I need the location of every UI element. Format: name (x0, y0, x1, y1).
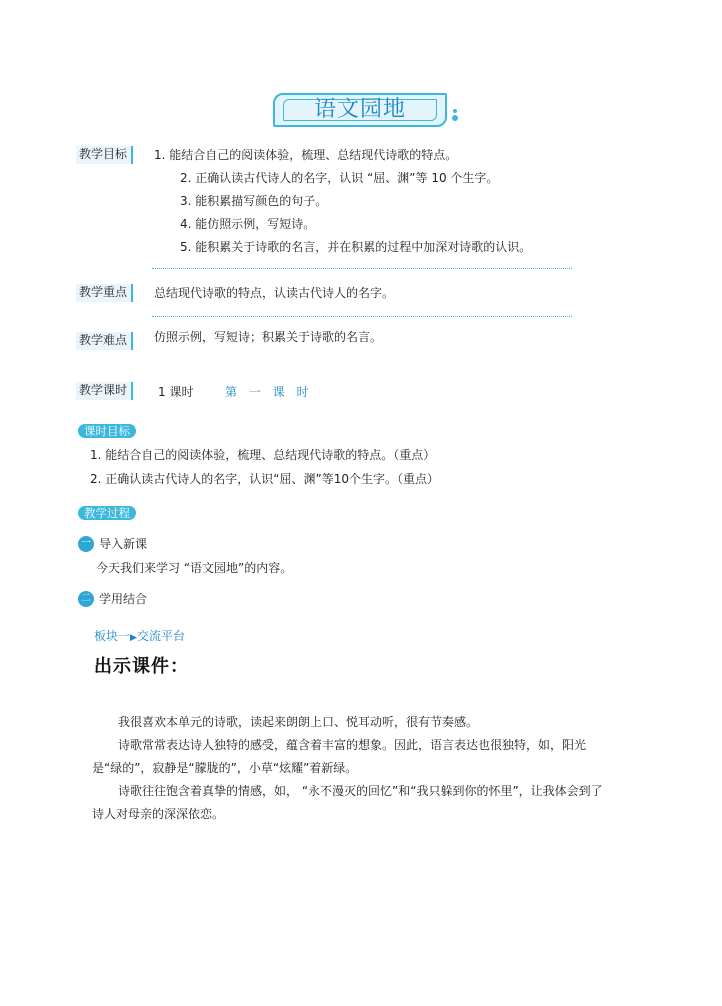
step-text: 今天我们来学习 “语文园地”的内容。 (96, 561, 293, 575)
key-points-label: 教学重点 (76, 284, 133, 302)
objectives-list (154, 144, 531, 259)
lesson-title: 第 一 课 时 (225, 385, 313, 399)
lesson-goals-pill: 课时目标 (78, 424, 136, 438)
courseware-paragraph: 诗歌往往饱含着真挚的情感，如， “永不漫灭的回忆”和“我只躲到你的怀里”，让我体会到了 (118, 784, 603, 798)
divider (152, 268, 572, 269)
step-title: 导入新课 (99, 537, 148, 551)
key-points-text: 总结现代诗歌的特点，认读古代诗人的名字。 (154, 286, 395, 300)
divider (152, 316, 572, 317)
objective-item: 4. 能仿照示例，写短诗。 (180, 217, 316, 231)
page-title: 语文园地 (313, 97, 406, 122)
objective-item: 5. 能积累关于诗歌的名言，并在积累的过程中加深对诗歌的认识。 (180, 240, 532, 254)
process-pill: 教学过程 (78, 506, 136, 520)
objective-item: 3. 能积累描写颜色的句子。 (180, 194, 328, 208)
title-banner (273, 93, 447, 127)
courseware-paragraph: 是“绿的”，寂静是“朦胧的”，小草“炫耀”着新绿。 (92, 761, 358, 775)
banner-dots-decoration (451, 109, 459, 121)
courseware-paragraph: 诗歌常常表达诗人独特的感受，蕴含着丰富的想象。因此，语言表达也很独特，如，阳光 (118, 738, 587, 752)
block-title: 交流平台 (136, 629, 185, 643)
courseware-heading: 出示课件： (94, 656, 189, 677)
difficulties-text: 仿照示例，写短诗；积累关于诗歌的名言。 (154, 330, 383, 344)
difficulties-label: 教学难点 (76, 332, 133, 350)
hours-value: 1 课时 (158, 385, 194, 399)
step-number: 二 (78, 591, 94, 607)
courseware-paragraph: 诗人对母亲的深深依恋。 (92, 807, 225, 821)
courseware-paragraph: 我很喜欢本单元的诗歌，读起来朗朗上口、悦耳动听，很有节奏感。 (118, 715, 479, 729)
lesson-goal-item: 1. 能结合自己的阅读体验，梳理、总结现代诗歌的特点。（重点） (90, 448, 436, 462)
step-number: 一 (78, 536, 94, 552)
hours-label: 教学课时 (76, 382, 133, 400)
objectives-label: 教学目标 (76, 146, 133, 164)
arrow-right-icon: ▶ (130, 633, 137, 643)
lesson-goal-item: 2. 正确认读古代诗人的名字，认识“屈、渊”等10个生字。（重点） (90, 472, 439, 486)
objective-item: 1. 能结合自己的阅读体验，梳理、总结现代诗歌的特点。 (154, 148, 458, 162)
block-label: 板块一 (94, 629, 131, 643)
objective-item: 2. 正确认读古代诗人的名字，认识 “屈、渊”等 10 个生字。 (180, 171, 499, 185)
step-title: 学用结合 (99, 592, 148, 606)
block-heading (94, 625, 185, 644)
